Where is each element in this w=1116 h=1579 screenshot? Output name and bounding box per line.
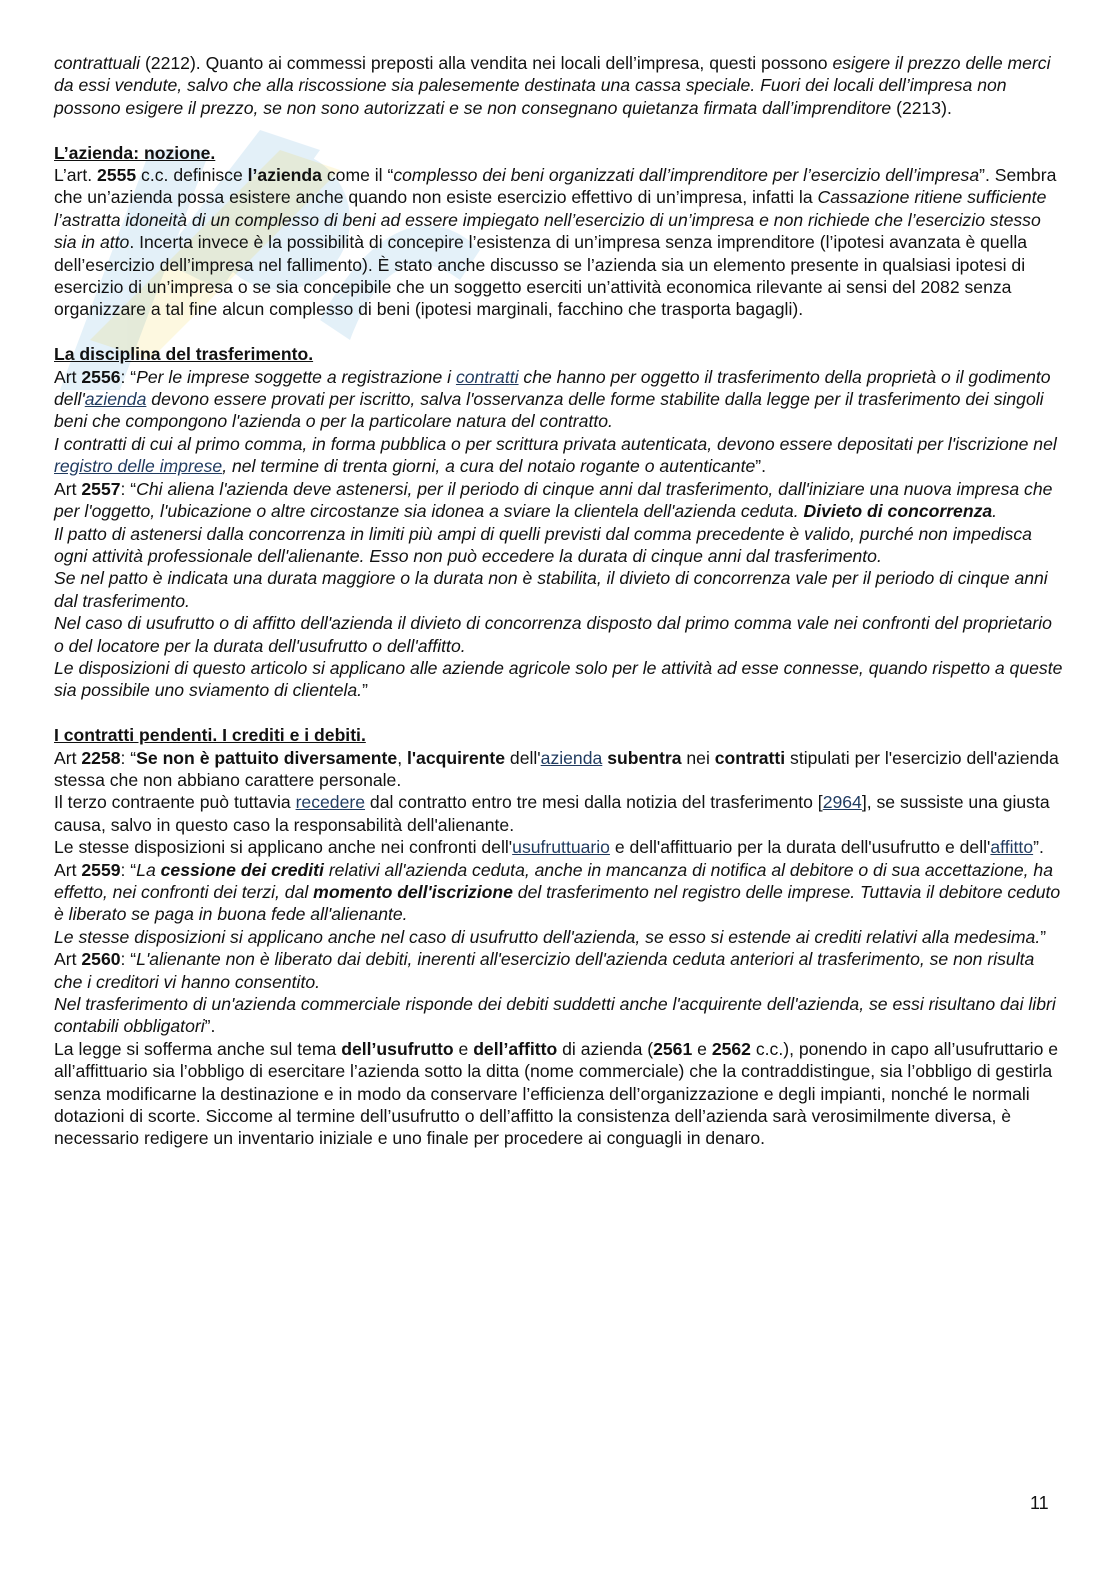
link-registro-imprese[interactable]: registro delle imprese [54,456,223,477]
art-2559: Art 2559: “La cessione dei crediti relativi all'azienda ceduta, anche in mancanza di notifica al debitore o di sua accettazione, ha effetto, nei confronti dei terzi, dal momento dell'iscrizione del trasferimento nel registro delle imprese. Tuttavia il debitore ceduto è liberato se paga in buona fede all'alienante. [54,859,1061,925]
heading-trasferimento: La disciplina del trasferimento. [54,344,314,365]
link-azienda[interactable]: azienda [84,389,147,410]
art-2557: Art 2557: “Chi aliena l'azienda deve astenersi, per il periodo di cinque anni dal trasferimento, dall'iniziare una nuova impresa che per l'oggetto, l'ubicazione o altre circostanze sia idonea a sviare la clientela dell'azienda ceduta. Divieto di concorrenza. [54,478,1053,522]
art-2560-comma2: Nel trasferimento di un'azienda commerciale risponde dei debiti suddetti anche l'acquirente dell'azienda, se essi risultano dai libri contabili obbligatori”. [54,994,1056,1037]
art-2258-comma3: Le stesse disposizioni si applicano anche nei confronti dell'usufruttuario e dell'affittuario per la durata dell'usufrutto e dell'affitto”. [54,837,1044,858]
link-affitto[interactable]: affitto [990,837,1034,858]
link-recedere[interactable]: recedere [295,792,366,813]
art-2258-comma2: Il terzo contraente può tuttavia recedere dal contratto entro tre mesi dalla notizia del trasferimento [2964], se sussiste una giusta causa, salvo in questo caso la responsabilità dell'alienante. [54,792,1050,835]
art-2559-comma2: Le stesse disposizioni si applicano anche nel caso di usufrutto dell'azienda, se esso si estende ai crediti relativi alla medesima.” [54,926,1047,947]
document-body [54,52,1064,1150]
heading-azienda: L’azienda: nozione. [54,142,216,163]
art-2258: Art 2258: “Se non è pattuito diversamente, l'acquirente dell'azienda subentra nei contratti stipulati per l'esercizio dell'azienda stessa che non abbiano carattere personale. [54,747,1059,790]
art-2556-comma2: I contratti di cui al primo comma, in forma pubblica o per scrittura privata autenticata, devono essere depositati per l'iscrizione nel registro delle imprese, nel termine di trenta giorni, a cura del notaio rogante o autenticante”. [54,433,1057,477]
page-number: 11 [1030,1493,1049,1513]
link-2964[interactable]: 2964 [822,792,862,813]
art-2556: Art 2556: “Per le imprese soggette a registrazione i contratti che hanno per oggetto il trasferimento della proprietà o il godimento dell'azienda devono essere provati per iscritto, salva l'osservanza delle forme stabilite dalla legge per il trasferimento dei singoli beni che compongono l'azienda o per la particolare natura del contratto. [54,366,1051,432]
art-2557-comma2: Il patto di astenersi dalla concorrenza in limiti più ampi di quelli previsti dal comma precedente è valido, purché non impedisca ogni attività professionale dell'alienante. Esso non può eccedere la durata di cinque anni dal trasferimento. [54,523,1032,566]
intro-paragraph: contrattuali (2212). Quanto ai commessi preposti alla vendita nei locali dell’impresa, questi possono esigere il prezzo delle merci da essi vendute, salvo che alla riscossione sia palesemente destinata una cassa speciale. Fuori dei locali dell’impresa non possono esigere il prezzo, se non sono autorizzati e se non consegnano quietanza firmata dall’imprenditore (2213). [54,53,1051,118]
link-azienda-2258[interactable]: azienda [540,747,603,768]
art-2560: Art 2560: “L'alienante non è liberato dai debiti, inerenti all'esercizio dell'azienda ceduta anteriori al trasferimento, se non risulta che i creditori vi hanno consentito. [54,949,1035,992]
azienda-paragraph: L’art. 2555 c.c. definisce l’azienda come il “complesso dei beni organizzati dall’imprenditore per l’esercizio dell’impresa”. Sembra che un’azienda possa esistere anche quando non esiste esercizio effettivo di un’impresa, infatti la Cassazione ritiene sufficiente l’astratta idoneità di un complesso di beni ad essere impiegato nell’esercizio di un’impresa e non richiede che l’esercizio stesso sia in atto. Incerta invece è la possibilità di concepire l’esistenza di un’impresa senza imprenditore (l’ipotesi avanzata è quella dell’esercizio dell’impresa nel fallimento). È stato anche discusso se l’azienda sia un elemento presente in qualsiasi ipotesi di esercizio di un’impresa o se sia concepibile che un soggetto eserciti un’attività economica rilevante ai sensi del 2082 senza organizzare a tal fine alcun complesso di beni (ipotesi marginali, facchino che trasporta bagagli). [54,165,1057,320]
link-contratti[interactable]: contratti [455,366,519,387]
art-2557-comma5: Le disposizioni di questo articolo si applicano alle aziende agricole solo per le attività ad esse connesse, quando rispetto a queste sia possibile uno sviamento di clientela.” [54,657,1063,701]
link-usufruttuario[interactable]: usufruttuario [512,837,610,858]
usufrutto-affitto-paragraph: La legge si sofferma anche sul tema dell’usufrutto e dell’affitto di azienda (2561 e 2562 c.c.), ponendo in capo all’usufruttario e all’affittuario sia l’obbligo di esercitare l’azienda sotto la ditta (nome commerciale) che la contraddistingue, sia l’obbligo di gestirla senza modificarne la destinazione e in modo da conservare l’efficienza dell’organizzazione e degli impianti, nonché le normali dotazioni di scorte. Siccome al termine dell’usufrutto o dell’affitto la consistenza dell’azienda sarà verosimilmente diversa, è necessario redigere un inventario iniziale e uno finale per procedere ai conguagli in denaro. [54,1038,1059,1149]
heading-contratti-pendenti: I contratti pendenti. I crediti e i debiti. [54,725,366,746]
art-2557-comma3: Se nel patto è indicata una durata maggiore o la durata non è stabilita, il divieto di concorrenza vale per il periodo di cinque anni dal trasferimento. [54,568,1048,611]
art-2557-comma4: Nel caso di usufrutto o di affitto dell'azienda il divieto di concorrenza disposto dal primo comma vale nei confronti del proprietario o del locatore per la durata dell'usufrutto o dell'affitto. [54,613,1052,656]
